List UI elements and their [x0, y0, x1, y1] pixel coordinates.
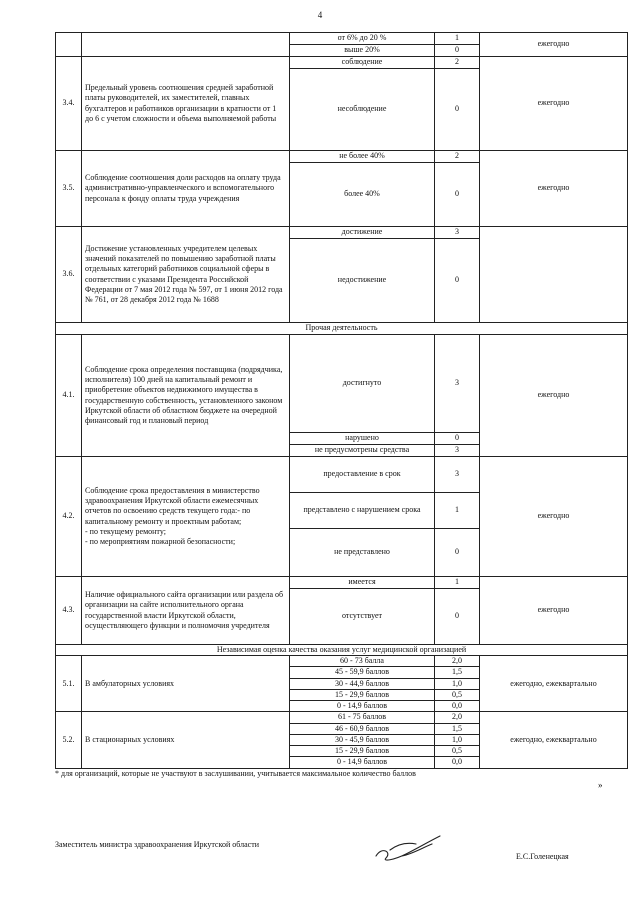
points: 0 — [435, 529, 480, 577]
table-row — [56, 656, 628, 667]
points: 3 — [435, 227, 480, 239]
points: 1,5 — [435, 723, 480, 734]
signer-title: Заместитель министра здравоохранения Иркутской области — [55, 840, 259, 849]
points: 1,5 — [435, 667, 480, 678]
criterion: недостижение — [290, 239, 435, 323]
criterion: имеется — [290, 577, 435, 589]
points: 0 — [435, 45, 480, 57]
points: 0 — [435, 239, 480, 323]
item-description: В амбулаторных условиях — [82, 656, 290, 712]
points: 1 — [435, 33, 480, 45]
points: 0,5 — [435, 746, 480, 757]
criterion: не более 40% — [290, 151, 435, 163]
criterion: 30 - 44,9 баллов — [290, 678, 435, 689]
item-description: В стационарных условиях — [82, 712, 290, 768]
item-description: Соблюдение срока определения поставщика (подрядчика, исполнителя) 100 дней на капитальный ремонт и приобретение объектов недвижимого имущества в государственную собственность, установленного законом Иркутской области об областном бюджете на очередной финансовый год и плановый период — [82, 335, 290, 457]
item-description — [82, 457, 290, 577]
criterion: 15 - 29,9 баллов — [290, 746, 435, 757]
item-description: Соблюдение соотношения доли расходов на оплату труда административно-управленческого и вспомогательного персонала к фонду оплаты труда учреждения — [82, 151, 290, 227]
points: 0 — [435, 163, 480, 227]
item-number: 3.4. — [56, 57, 82, 151]
criterion: не предусмотрены средства — [290, 445, 435, 457]
criteria-table — [55, 32, 628, 769]
item-number: 5.2. — [56, 712, 82, 768]
points: 2,0 — [435, 656, 480, 667]
item-number: 3.5. — [56, 151, 82, 227]
item-description: Наличие официального сайта организации или раздела об организации на сайте исполнительного органа государственной власти Иркутской области, осуществляющего функции и полномочия учредителя — [82, 577, 290, 645]
table-row — [56, 227, 628, 239]
criterion: 46 - 60,9 баллов — [290, 723, 435, 734]
period: ежегодно — [480, 57, 628, 151]
page-number: 4 — [317, 10, 323, 20]
criterion: более 40% — [290, 163, 435, 227]
period: ежегодно — [480, 151, 628, 227]
period: ежегодно — [480, 457, 628, 577]
criterion: 30 - 45,9 баллов — [290, 734, 435, 745]
description-line: - по текущему ремонту; — [85, 526, 166, 536]
item-number: 5.1. — [56, 656, 82, 712]
points: 2,0 — [435, 712, 480, 723]
section-header — [56, 645, 628, 656]
points: 2 — [435, 57, 480, 69]
criterion: 60 - 73 балла — [290, 656, 435, 667]
criterion: 0 - 14,9 баллов — [290, 757, 435, 768]
criterion: выше 20% — [290, 45, 435, 57]
section-title: Независимая оценка качества оказания услуг медицинской организацией — [56, 645, 628, 656]
signer-name: Е.С.Голенецкая — [516, 852, 569, 861]
table-row — [56, 712, 628, 723]
period: ежегодно — [480, 33, 628, 57]
criterion: 61 - 75 баллов — [290, 712, 435, 723]
period: ежегодно — [480, 335, 628, 457]
table-row — [56, 457, 628, 493]
item-number: 4.2. — [56, 457, 82, 577]
criterion: от 6% до 20 % — [290, 33, 435, 45]
description-line: - по мероприятиям пожарной безопасности; — [85, 536, 236, 546]
closing-quote: » — [598, 780, 603, 790]
criterion: соблюдение — [290, 57, 435, 69]
criterion: достижение — [290, 227, 435, 239]
points: 0 — [435, 433, 480, 445]
points: 0 — [435, 69, 480, 151]
item-number: 4.3. — [56, 577, 82, 645]
table-row — [56, 57, 628, 69]
points: 0,0 — [435, 757, 480, 768]
points: 1 — [435, 577, 480, 589]
criterion: отсутствует — [290, 589, 435, 645]
points: 0,0 — [435, 701, 480, 712]
criterion: 0 - 14,9 баллов — [290, 701, 435, 712]
item-number: 3.6. — [56, 227, 82, 323]
points: 1 — [435, 493, 480, 529]
points: 0,5 — [435, 689, 480, 700]
signature-image — [372, 832, 444, 866]
criterion: представлено с нарушением срока — [290, 493, 435, 529]
points: 3 — [435, 445, 480, 457]
criterion: нарушено — [290, 433, 435, 445]
item-number: 4.1. — [56, 335, 82, 457]
points: 0 — [435, 589, 480, 645]
criterion: несоблюдение — [290, 69, 435, 151]
points: 3 — [435, 335, 480, 433]
points: 1,0 — [435, 678, 480, 689]
criterion: 15 - 29,9 баллов — [290, 689, 435, 700]
points: 3 — [435, 457, 480, 493]
criterion: достигнуто — [290, 335, 435, 433]
points: 1,0 — [435, 734, 480, 745]
section-header — [56, 323, 628, 335]
criterion: не представлено — [290, 529, 435, 577]
points: 2 — [435, 151, 480, 163]
period: ежегодно, ежеквартально — [480, 712, 628, 768]
criterion: предоставление в срок — [290, 457, 435, 493]
item-description: Предельный уровень соотношения средней заработной платы руководителей, их заместителей, главных бухгалтеров и работников организации в кратности от 1 до 6 с учетом сложности и объема выполняемой работы — [82, 57, 290, 151]
description-line: Соблюдение срока предоставления в министерство здравоохранения Иркутской области ежемесячных отчетов по освоению средств текущего года:- по капитальному ремонту и проектным работам; — [85, 485, 260, 526]
period: ежегодно, ежеквартально — [480, 656, 628, 712]
table-row — [56, 335, 628, 433]
section-title: Прочая деятельность — [56, 323, 628, 335]
criterion: 45 - 59,9 баллов — [290, 667, 435, 678]
period: ежегодно — [480, 577, 628, 645]
table-row — [56, 151, 628, 163]
item-description: Достижение установленных учредителем целевых значений показателей по повышению заработной платы отдельных категорий работников социальной сферы в соответствии с указами Президента Российской Федерации от 7 мая 2012 года № 597, от 1 июня 2012 года № 761, от 28 декабря 2012 года № 1688 — [82, 227, 290, 323]
table-row — [56, 577, 628, 589]
footnote: * для организаций, которые не участвуют в заслушивании, учитывается максимальное количество баллов — [55, 769, 416, 778]
table-row — [56, 33, 628, 45]
